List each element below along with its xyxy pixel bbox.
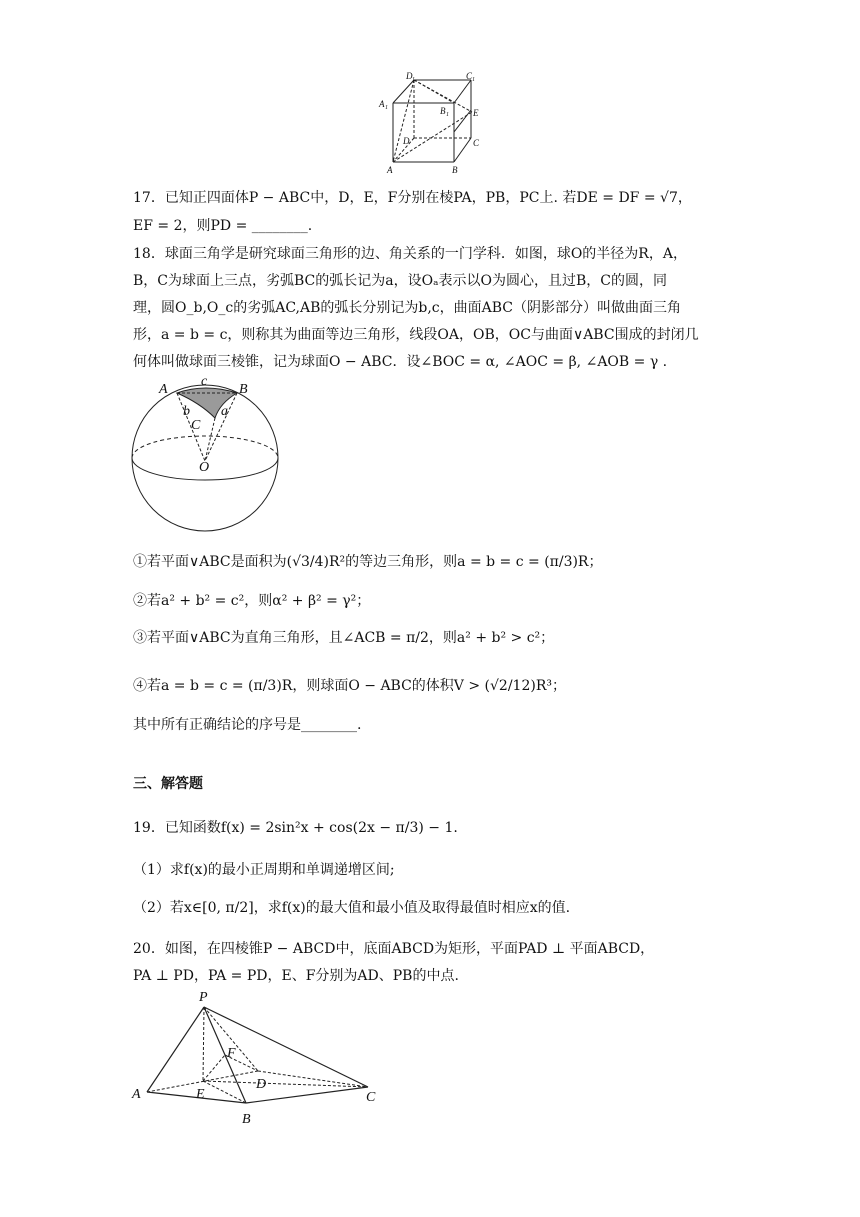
label-A: A bbox=[387, 165, 393, 175]
q18-option-4: ④若a = b = c = (π/3)R，则球面O − ABC的体积V > (√2/12)R³； bbox=[133, 678, 566, 694]
label-D1: D bbox=[406, 71, 413, 81]
sphere-label-c: c bbox=[201, 374, 208, 389]
sphere-label-B: B bbox=[239, 382, 248, 397]
label-E: E bbox=[473, 108, 479, 118]
cube-figure bbox=[376, 70, 486, 178]
sphere-label-C: C bbox=[191, 418, 201, 433]
sphere-label-a: a bbox=[221, 404, 228, 419]
q18-line1: 18．球面三角学是研究球面三角形的边、角关系的一门学科．如图，球O的半径为R，A， bbox=[133, 246, 687, 262]
pyramid-label-A: A bbox=[132, 1087, 141, 1102]
q19-stem: 19．已知函数f(x) = 2sin²x + cos(2x − π/3) − 1. bbox=[133, 820, 458, 836]
svg-text:1: 1 bbox=[472, 77, 475, 83]
q18-option-3: ③若平面∨ABC为直角三角形，且∠ACB = π/2，则a² + b² > c²； bbox=[133, 630, 555, 646]
label-C: C bbox=[473, 138, 480, 148]
pyramid-label-E: E bbox=[196, 1087, 205, 1102]
q17-line1: 17．已知正四面体P − ABC中，D，E，F分别在棱PA，PB，PC上. 若DE = DF = √7， bbox=[133, 190, 692, 206]
label-B1: B bbox=[440, 106, 446, 116]
q19-part1: （1）求f(x)的最小正周期和单调递增区间; bbox=[133, 862, 395, 878]
pyramid-label-F: F bbox=[227, 1046, 236, 1061]
sphere-label-O: O bbox=[199, 460, 210, 475]
pyramid-label-B: B bbox=[242, 1112, 251, 1127]
q18-option-2: ②若a² + b² = c²，则α² + β² = γ²； bbox=[133, 593, 371, 609]
svg-text:1: 1 bbox=[446, 112, 449, 118]
q18-line3: 理，圆O_b,O_c的劣弧AC,AB的弧长分别记为b,c，曲面ABC（阴影部分）叫做曲面三角 bbox=[133, 300, 682, 316]
label-B: B bbox=[452, 165, 458, 175]
q20-line1: 20．如图，在四棱锥P − ABCD中，底面ABCD为矩形，平面PAD ⊥ 平面ABCD， bbox=[133, 941, 655, 957]
section-heading: 三、解答题 bbox=[133, 776, 203, 792]
label-A1: A bbox=[379, 99, 385, 109]
pyramid-figure bbox=[128, 985, 388, 1133]
svg-text:1: 1 bbox=[412, 77, 415, 83]
q18-line2: B，C为球面上三点，劣弧BC的弧长记为a，设Oₐ表示以O为圆心，且过B，C的圆，同 bbox=[133, 273, 667, 289]
q19-part2: （2）若x∈[0, π/2]，求f(x)的最大值和最小值及取得最值时相应x的值. bbox=[133, 900, 571, 916]
q18-line4: 形，a = b = c，则称其为曲面等边三角形，线段OA，OB，OC与曲面∨ABC围成的封闭几 bbox=[133, 327, 699, 343]
label-C1: C bbox=[466, 71, 473, 81]
sphere-figure bbox=[125, 373, 285, 535]
pyramid-label-D: D bbox=[256, 1077, 267, 1092]
pyramid-label-P: P bbox=[199, 990, 208, 1005]
svg-text:1: 1 bbox=[385, 105, 388, 111]
label-D: D bbox=[403, 136, 410, 146]
sphere-label-A: A bbox=[159, 382, 168, 397]
sphere-label-b: b bbox=[183, 404, 190, 419]
q18-option-1: ①若平面∨ABC是面积为(√3/4)R²的等边三角形，则a = b = c = (π/3)R； bbox=[133, 554, 603, 570]
q18-line5: 何体叫做球面三棱锥，记为球面O − ABC．设∠BOC = α, ∠AOC = β, ∠AOB = γ . bbox=[133, 354, 668, 370]
q17-line2: EF = 2，则PD = ________. bbox=[133, 218, 313, 234]
q18-ask: 其中所有正确结论的序号是________. bbox=[133, 717, 362, 733]
pyramid-label-C: C bbox=[366, 1090, 376, 1105]
q20-line2: PA ⊥ PD，PA = PD，E、F分别为AD、PB的中点. bbox=[133, 968, 459, 984]
